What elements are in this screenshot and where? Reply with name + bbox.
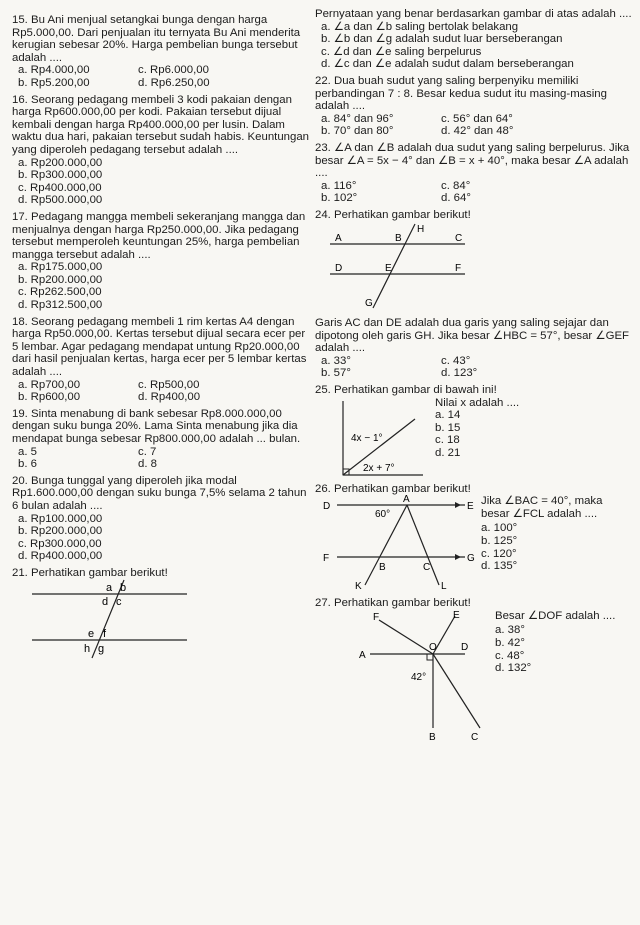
triangle-figure bbox=[315, 495, 475, 593]
label-angle-2: 2x + 7° bbox=[363, 462, 395, 474]
option-d: d. Rp6.250,00 bbox=[138, 76, 210, 89]
question-17 bbox=[12, 211, 312, 312]
label-O: O bbox=[429, 641, 437, 653]
label-b: b bbox=[120, 581, 127, 594]
option-b: b. 57° bbox=[321, 367, 351, 380]
label-E: E bbox=[385, 262, 392, 274]
label-F: F bbox=[455, 262, 462, 274]
option-c: c. 120° bbox=[481, 547, 517, 560]
options bbox=[18, 157, 312, 207]
option-c: c. Rp262.500,00 bbox=[18, 286, 102, 299]
option-d: d. 21 bbox=[435, 447, 461, 460]
question-23 bbox=[315, 142, 633, 205]
question-text: Pernyataan yang benar berdasarkan gambar di atas adalah .... bbox=[315, 8, 632, 20]
label-B: B bbox=[429, 731, 436, 743]
prompt: Nilai x adalah .... bbox=[435, 396, 520, 409]
label-C: C bbox=[455, 232, 463, 244]
label-A: A bbox=[335, 232, 342, 244]
options bbox=[321, 355, 633, 380]
question-text: 24. Perhatikan gambar berikut! bbox=[315, 208, 471, 221]
options bbox=[18, 446, 312, 471]
option-c: c. Rp6.000,00 bbox=[138, 64, 209, 77]
label-B: B bbox=[379, 562, 386, 574]
options bbox=[321, 113, 633, 138]
options bbox=[18, 261, 312, 311]
option-d: d. 64° bbox=[441, 192, 471, 205]
options bbox=[18, 513, 312, 563]
options bbox=[321, 180, 633, 205]
option-c: c. Rp300.000,00 bbox=[18, 537, 102, 550]
question-text: 16. Seorang pedagang membeli 3 kodi pakaian dengan harga Rp600.000,00 per kodi. Pakaian tersebut dijual kembali dengan harga Rp400.000,00 per lusin. Dalam waktu dua hari, pakaian tersebut sudah habis. Keuntungan yang diperoleh pedagang tersebut adalah .... bbox=[12, 93, 310, 156]
question-22 bbox=[315, 75, 633, 138]
question-text: 23. ∠A dan ∠B adalah dua sudut yang saling berpelurus. Jika besar ∠A = 5x − 4° dan ∠B = x + 40°, maka besar ∠A adalah .... bbox=[315, 141, 630, 180]
line-ac bbox=[407, 505, 439, 585]
label-A: A bbox=[359, 649, 366, 661]
option-b: b. Rp5.200,00 bbox=[18, 76, 90, 89]
label-h: h bbox=[84, 642, 91, 655]
option-d: d. ∠c dan ∠e adalah sudut dalam berseberangan bbox=[321, 58, 574, 71]
question-text: 27. Perhatikan gambar berikut! bbox=[315, 597, 471, 610]
question-16 bbox=[12, 94, 312, 207]
question-text: 18. Seorang pedagang membeli 1 rim kertas A4 dengan harga Rp50.000,00. Kertas tersebut dijual secara ecer per 5 lembar. Agar pedagang mendapat untung Rp20.000,00 dari hasil penjualan kertas, harga ecer per 5 lembar kertas adalah .... bbox=[12, 315, 307, 379]
line-gh bbox=[373, 224, 415, 308]
line-oc bbox=[433, 654, 480, 728]
question-text: 20. Bunga tunggal yang diperoleh jika modal Rp1.600.000,00 dengan suku bunga 7,5% selama 2 tahun 6 bulan adalah .... bbox=[12, 474, 307, 512]
option-d: d. 8 bbox=[138, 458, 157, 471]
option-c: c. 18 bbox=[435, 434, 460, 447]
option-b: b. ∠b dan ∠g adalah sudut luar berseberangan bbox=[321, 33, 563, 46]
arrow-g bbox=[455, 554, 461, 560]
question-text: 15. Bu Ani menjual setangkai bunga dengan harga Rp5.000,00. Dari penjualan itu ternyata Bu Ani menderita kerugian sebesar 20%. Harga pembelian bunga tersebut adalah .... bbox=[12, 14, 301, 64]
prompt: Besar ∠DOF adalah .... bbox=[495, 609, 616, 622]
options bbox=[18, 379, 312, 404]
prompt: Jika ∠BAC = 40°, maka besar ∠FCL adalah .... bbox=[481, 495, 603, 520]
option-c: c. 56° dan 64° bbox=[441, 112, 513, 125]
label-F: F bbox=[323, 553, 330, 565]
question-24 bbox=[315, 209, 633, 380]
option-a: a. 33° bbox=[321, 354, 351, 367]
option-b: b. 125° bbox=[481, 535, 518, 548]
side-options bbox=[481, 495, 631, 573]
label-e: e bbox=[88, 627, 95, 640]
option-a: a. 14 bbox=[435, 409, 461, 422]
label-C: C bbox=[471, 731, 479, 743]
question-19 bbox=[12, 408, 312, 471]
option-b: b. 102° bbox=[321, 192, 358, 205]
right-column bbox=[315, 8, 633, 746]
option-c: c. 7 bbox=[138, 445, 157, 458]
label-angle-1: 4x − 1° bbox=[351, 432, 383, 444]
option-a: a. 116° bbox=[321, 179, 357, 192]
left-column bbox=[12, 14, 312, 667]
question-20 bbox=[12, 475, 312, 563]
label-c: c bbox=[116, 595, 122, 608]
label-L: L bbox=[441, 581, 447, 593]
option-c: c. Rp400.000,00 bbox=[18, 181, 102, 194]
options bbox=[18, 64, 312, 89]
question-continued bbox=[315, 8, 633, 71]
option-a: a. Rp4.000,00 bbox=[18, 64, 90, 77]
question-18 bbox=[12, 316, 312, 404]
question-text: 19. Sinta menabung di bank sebesar Rp8.000.000,00 dengan suku bunga 20%. Lama Sinta menabung jika dia mendapat bunga sebesar Rp800.000,00 adalah ... bulan. bbox=[12, 407, 301, 445]
option-d: d. Rp400.000,00 bbox=[18, 550, 103, 563]
question-text: 22. Dua buah sudut yang saling berpenyiku memiliki perbandingan 7 : 8. Besar kedua sudut itu masing-masing adalah .... bbox=[315, 74, 607, 113]
figure-row bbox=[315, 610, 633, 742]
option-b: b. Rp200.000,00 bbox=[18, 273, 103, 286]
side-options bbox=[435, 397, 519, 460]
option-d: d. Rp500.000,00 bbox=[18, 194, 103, 207]
label-B: B bbox=[395, 232, 402, 244]
label-G: G bbox=[467, 553, 475, 565]
label-g: g bbox=[98, 642, 105, 655]
option-d: d. 135° bbox=[481, 560, 518, 573]
label-K: K bbox=[355, 581, 362, 593]
question-text: 26. Perhatikan gambar berikut! bbox=[315, 482, 471, 495]
option-c: c. Rp500,00 bbox=[138, 378, 200, 391]
option-a: a. 100° bbox=[481, 522, 518, 535]
option-a: a. Rp100.000,00 bbox=[18, 512, 103, 525]
label-F: F bbox=[373, 611, 380, 623]
option-d: d. 132° bbox=[495, 662, 532, 675]
option-b: b. 70° dan 80° bbox=[321, 125, 394, 138]
label-C: C bbox=[423, 562, 431, 574]
question-26 bbox=[315, 483, 633, 594]
figure-row bbox=[315, 495, 633, 593]
question-text-2: Garis AC dan DE adalah dua garis yang saling sejajar dan dipotong oleh garis GH. Jika besar ∠HBC = 57°, besar ∠GEF adalah .... bbox=[315, 317, 629, 355]
question-27 bbox=[315, 597, 633, 742]
question-15 bbox=[12, 14, 312, 90]
option-a: a. 38° bbox=[495, 624, 525, 637]
label-E: E bbox=[453, 609, 460, 621]
option-a: a. Rp175.000,00 bbox=[18, 261, 103, 274]
label-D: D bbox=[323, 501, 331, 513]
label-42: 42° bbox=[411, 671, 427, 683]
option-d: d. Rp312.500,00 bbox=[18, 299, 103, 312]
label-f: f bbox=[103, 627, 107, 640]
option-b: b. 6 bbox=[18, 458, 37, 471]
label-A: A bbox=[403, 494, 410, 506]
option-d: d. 42° dan 48° bbox=[441, 125, 514, 138]
option-d: d. Rp400,00 bbox=[138, 391, 201, 404]
option-a: a. 84° dan 96° bbox=[321, 112, 394, 125]
question-text: 17. Pedagang mangga membeli sekeranjang mangga dan menjualnya dengan harga Rp250.000,00. Jika pedagang tersebut memperoleh keuntungan 25%, harga pembelian mangga tersebut adalah .... bbox=[12, 210, 306, 261]
option-b: b. 15 bbox=[435, 421, 461, 434]
option-a: a. 5 bbox=[18, 445, 37, 458]
label-d: d bbox=[102, 595, 109, 608]
option-a: a. Rp700,00 bbox=[18, 378, 81, 391]
question-25 bbox=[315, 384, 633, 479]
option-b: b. Rp300.000,00 bbox=[18, 169, 103, 182]
label-G: G bbox=[365, 297, 373, 309]
option-c: c. ∠d dan ∠e saling berpelurus bbox=[321, 45, 482, 58]
option-b: b. 42° bbox=[495, 637, 525, 650]
intersecting-lines-figure bbox=[315, 609, 479, 743]
line-of bbox=[379, 620, 433, 654]
label-a: a bbox=[106, 581, 113, 594]
option-c: c. 48° bbox=[495, 649, 525, 662]
parallel-lines-figure bbox=[12, 580, 212, 660]
right-angle-mark bbox=[427, 654, 433, 660]
question-21 bbox=[12, 567, 312, 663]
label-60: 60° bbox=[375, 509, 391, 521]
angle-figure bbox=[315, 397, 425, 479]
figure-row bbox=[315, 397, 633, 479]
label-D: D bbox=[461, 641, 469, 653]
option-a: a. Rp200.000,00 bbox=[18, 156, 103, 169]
question-text: 25. Perhatikan gambar di bawah ini! bbox=[315, 384, 497, 397]
question-text: 21. Perhatikan gambar berikut! bbox=[12, 566, 168, 579]
options bbox=[321, 21, 633, 71]
transversal-figure bbox=[315, 222, 475, 314]
label-H: H bbox=[417, 223, 425, 235]
option-d: d. 123° bbox=[441, 367, 478, 380]
label-E: E bbox=[467, 501, 474, 513]
option-b: b. Rp200.000,00 bbox=[18, 525, 103, 538]
option-a: a. ∠a dan ∠b saling bertolak belakang bbox=[321, 20, 519, 33]
arrow-e bbox=[455, 502, 461, 508]
option-c: c. 84° bbox=[441, 179, 471, 192]
label-D: D bbox=[335, 262, 343, 274]
option-b: b. Rp600,00 bbox=[18, 391, 81, 404]
side-options bbox=[495, 610, 631, 675]
option-c: c. 43° bbox=[441, 354, 471, 367]
